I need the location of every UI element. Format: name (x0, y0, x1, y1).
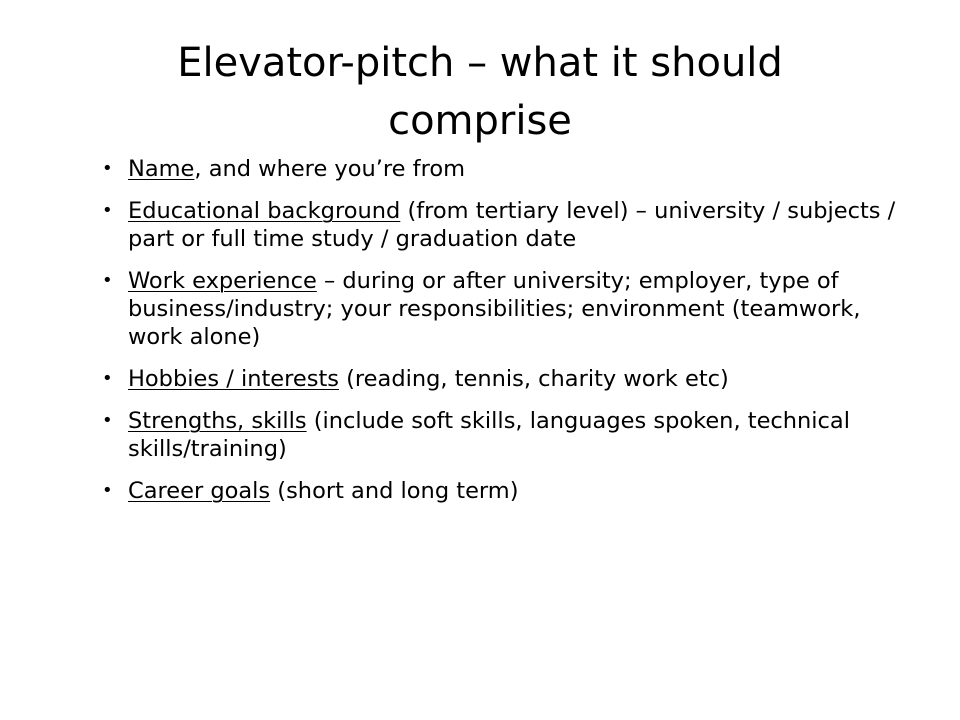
bullet-keyword: Strengths, skills (128, 408, 307, 434)
bullet-icon: • (102, 158, 113, 179)
bullet-list (102, 155, 902, 519)
bullet-keyword: Career goals (128, 478, 271, 504)
bullet-item (102, 365, 902, 393)
bullet-keyword: Hobbies / interests (128, 366, 339, 392)
bullet-item (102, 267, 902, 351)
bullet-icon: • (102, 200, 113, 221)
bullet-item (102, 155, 902, 183)
bullet-icon: • (102, 368, 113, 389)
bullet-item (102, 477, 902, 505)
bullet-keyword: Work experience (128, 268, 317, 294)
bullet-text: , and where you’re from (194, 156, 466, 182)
bullet-text: (reading, tennis, charity work etc) (339, 366, 729, 392)
bullet-keyword: Educational background (128, 198, 401, 224)
bullet-icon: • (102, 410, 113, 431)
bullet-text: – during or after university; employer, type of business/industry; your responsibilities; environment (teamwork, work alone) (128, 268, 861, 350)
bullet-text: (from tertiary level) – university / subjects / part or full time study / graduation date (128, 198, 896, 252)
bullet-icon: • (102, 480, 113, 501)
bullet-keyword: Name (128, 156, 195, 182)
bullet-text: (include soft skills, languages spoken, technical skills/training) (128, 408, 850, 462)
slide-title: Elevator-pitch – what it should comprise (177, 40, 783, 144)
bullet-icon: • (102, 270, 113, 291)
bullet-item (102, 197, 902, 253)
bullet-text: (short and long term) (270, 478, 519, 504)
bullet-item (102, 407, 902, 463)
